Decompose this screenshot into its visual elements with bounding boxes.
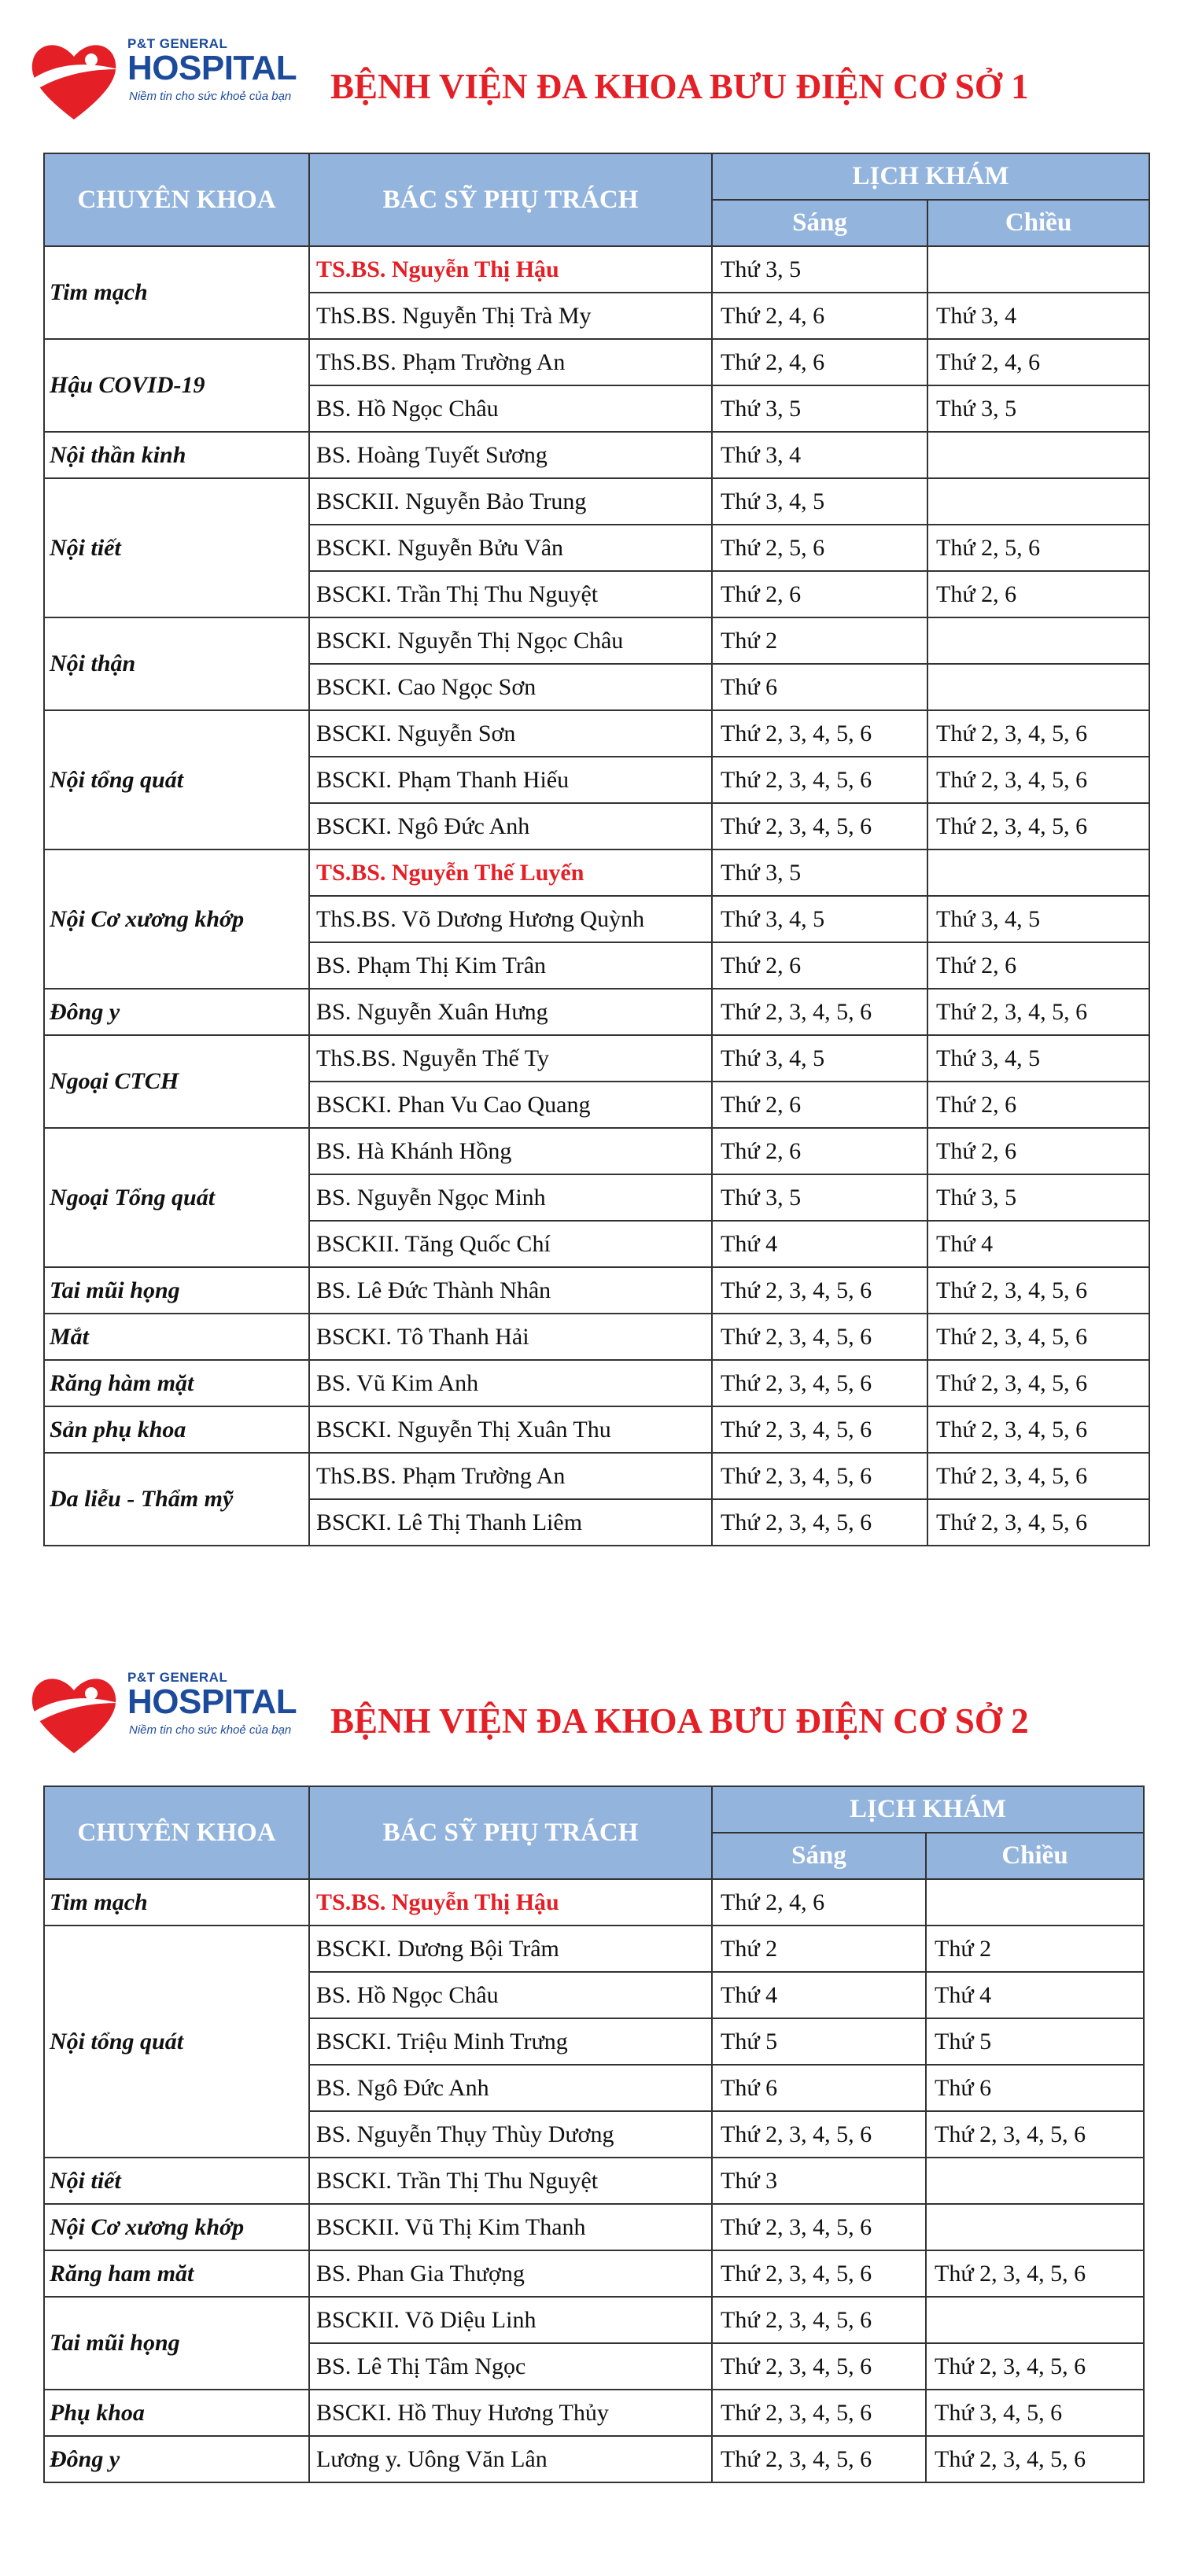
afternoon-cell: Thứ 2, 4, 6 (927, 339, 1149, 385)
afternoon-cell: Thứ 5 (926, 2018, 1144, 2065)
morning-cell: Thứ 3 (712, 2158, 926, 2204)
morning-cell: Thứ 3, 4, 5 (712, 1035, 927, 1082)
header-doctor: BÁC SỸ PHỤ TRÁCH (309, 153, 712, 246)
doctor-cell: BSCKI. Triệu Minh Trưng (309, 2018, 712, 2065)
logo-brand-big: HOSPITAL (127, 49, 297, 87)
logo-brand-small: P&T GENERAL (127, 1670, 228, 1685)
specialty-cell: Tim mạch (44, 246, 309, 339)
morning-cell: Thứ 3, 4, 5 (712, 896, 927, 942)
afternoon-cell: Thứ 2, 3, 4, 5, 6 (927, 710, 1149, 757)
schedule-table (43, 153, 1150, 1546)
table-row (44, 617, 1149, 664)
morning-cell: Thứ 2, 6 (712, 942, 927, 989)
doctor-cell: BSCKI. Cao Ngọc Sơn (309, 664, 712, 710)
header-schedule: LỊCH KHÁM (712, 153, 1149, 200)
doctor-cell: BSCKI. Trần Thị Thu Nguyệt (309, 2158, 712, 2204)
specialty-cell: Hậu COVID-19 (44, 339, 309, 432)
afternoon-cell: Thứ 2, 3, 4, 5, 6 (927, 803, 1149, 849)
afternoon-cell (927, 849, 1149, 896)
morning-cell: Thứ 2, 3, 4, 5, 6 (712, 2436, 926, 2482)
afternoon-cell: Thứ 3, 4, 5 (927, 896, 1149, 942)
morning-cell: Thứ 2 (712, 1926, 926, 1972)
morning-cell: Thứ 3, 4, 5 (712, 478, 927, 525)
specialty-cell: Mắt (44, 1314, 309, 1360)
morning-cell: Thứ 3, 5 (712, 246, 927, 293)
specialty-cell: Đông y (44, 989, 309, 1035)
doctor-cell: ThS.BS. Phạm Trường An (309, 1453, 712, 1499)
afternoon-cell: Thứ 3, 5 (927, 385, 1149, 432)
doctor-cell: BSCKII. Vũ Thị Kim Thanh (309, 2204, 712, 2250)
morning-cell: Thứ 2, 5, 6 (712, 525, 927, 571)
doctor-cell: BS. Nguyễn Xuân Hưng (309, 989, 712, 1035)
doctor-cell: BS. Nguyễn Ngọc Minh (309, 1174, 712, 1221)
table-row (44, 2158, 1144, 2204)
afternoon-cell: Thứ 2, 6 (927, 571, 1149, 617)
afternoon-cell: Thứ 2, 3, 4, 5, 6 (927, 1406, 1149, 1453)
header-specialty: CHUYÊN KHOA (44, 153, 309, 246)
branch-title: BỆNH VIỆN ĐA KHOA BƯU ĐIỆN CƠ SỞ 2 (330, 1701, 1029, 1741)
specialty-cell: Ngoại Tổng quát (44, 1128, 309, 1267)
table-row (44, 1926, 1144, 1972)
doctor-cell: TS.BS. Nguyễn Thế Luyến (309, 849, 712, 896)
specialty-cell: Nội thận (44, 617, 309, 710)
table-row (44, 1879, 1144, 1926)
doctor-cell: ThS.BS. Phạm Trường An (309, 339, 712, 385)
morning-cell: Thứ 2, 4, 6 (712, 293, 927, 339)
morning-cell: Thứ 3, 5 (712, 1174, 927, 1221)
table-row (44, 849, 1149, 896)
afternoon-cell: Thứ 2, 6 (927, 942, 1149, 989)
morning-cell: Thứ 2 (712, 617, 927, 664)
afternoon-cell: Thứ 3, 4, 5, 6 (926, 2390, 1144, 2436)
afternoon-cell: Thứ 2, 3, 4, 5, 6 (926, 2436, 1144, 2482)
morning-cell: Thứ 2, 4, 6 (712, 339, 927, 385)
specialty-cell: Răng hàm mặt (44, 1360, 309, 1406)
table-row (44, 2250, 1144, 2297)
doctor-cell: BS. Hồ Ngọc Châu (309, 385, 712, 432)
afternoon-cell: Thứ 6 (926, 2065, 1144, 2111)
table-row (44, 2204, 1144, 2250)
hospital-logo-icon (25, 31, 124, 126)
morning-cell: Thứ 2, 3, 4, 5, 6 (712, 1406, 927, 1453)
specialty-cell: Nội tổng quát (44, 710, 309, 849)
doctor-cell: BSCKII. Võ Diệu Linh (309, 2297, 712, 2343)
doctor-cell: BS. Phan Gia Thượng (309, 2250, 712, 2297)
afternoon-cell: Thứ 2, 3, 4, 5, 6 (927, 989, 1149, 1035)
morning-cell: Thứ 2, 6 (712, 571, 927, 617)
morning-cell: Thứ 2, 3, 4, 5, 6 (712, 2111, 926, 2158)
morning-cell: Thứ 2, 6 (712, 1082, 927, 1128)
doctor-cell: BSCKII. Nguyễn Bảo Trung (309, 478, 712, 525)
afternoon-cell (927, 432, 1149, 478)
table-row (44, 1035, 1149, 1082)
logo-tagline: Niềm tin cho sức khoẻ của bạn (129, 90, 292, 103)
table-row (44, 339, 1149, 385)
specialty-cell: Nội tiết (44, 478, 309, 617)
hospital-logo (25, 1665, 301, 1760)
morning-cell: Thứ 3, 5 (712, 849, 927, 896)
morning-cell: Thứ 4 (712, 1972, 926, 2018)
specialty-cell: Răng ham măt (44, 2250, 309, 2297)
header-specialty: CHUYÊN KHOA (44, 1786, 309, 1879)
doctor-cell: ThS.BS. Võ Dương Hương Quỳnh (309, 896, 712, 942)
doctor-cell: BSCKI. Dương Bội Trâm (309, 1926, 712, 1972)
table-row (44, 1267, 1149, 1314)
afternoon-cell: Thứ 2, 6 (927, 1128, 1149, 1174)
morning-cell: Thứ 2, 3, 4, 5, 6 (712, 2343, 926, 2390)
header-schedule: LỊCH KHÁM (712, 1786, 1144, 1833)
logo-brand-small: P&T GENERAL (127, 36, 228, 51)
morning-cell: Thứ 2, 3, 4, 5, 6 (712, 757, 927, 803)
specialty-cell: Nội Cơ xương khớp (44, 849, 309, 989)
table-row (44, 2297, 1144, 2343)
afternoon-cell (927, 246, 1149, 293)
afternoon-cell: Thứ 3, 5 (927, 1174, 1149, 1221)
afternoon-cell: Thứ 2, 3, 4, 5, 6 (926, 2343, 1144, 2390)
afternoon-cell: Thứ 3, 4 (927, 293, 1149, 339)
afternoon-cell: Thứ 2, 3, 4, 5, 6 (927, 1314, 1149, 1360)
afternoon-cell: Thứ 2, 6 (927, 1082, 1149, 1128)
afternoon-cell (926, 2158, 1144, 2204)
logo-brand-big: HOSPITAL (127, 1682, 297, 1721)
doctor-cell: BSCKI. Trần Thị Thu Nguyệt (309, 571, 712, 617)
doctor-cell: BSCKI. Lê Thị Thanh Liêm (309, 1499, 712, 1546)
doctor-cell: TS.BS. Nguyễn Thị Hậu (309, 246, 712, 293)
table-row (44, 478, 1149, 525)
header-afternoon: Chiều (926, 1833, 1144, 1879)
specialty-cell: Tai mũi họng (44, 2297, 309, 2390)
specialty-cell: Đông y (44, 2436, 309, 2482)
specialty-cell: Sản phụ khoa (44, 1406, 309, 1453)
table-row (44, 1360, 1149, 1406)
morning-cell: Thứ 2, 3, 4, 5, 6 (712, 1453, 927, 1499)
table-row (44, 1406, 1149, 1453)
specialty-cell: Phụ khoa (44, 2390, 309, 2436)
afternoon-cell (926, 1879, 1144, 1926)
schedule-table (43, 1786, 1145, 2483)
logo-tagline: Niềm tin cho sức khoẻ của bạn (129, 1723, 292, 1737)
header-morning: Sáng (712, 200, 927, 246)
table-row (44, 2390, 1144, 2436)
table-row (44, 1314, 1149, 1360)
specialty-cell: Nội Cơ xương khớp (44, 2204, 309, 2250)
afternoon-cell (927, 617, 1149, 664)
header-doctor: BÁC SỸ PHỤ TRÁCH (309, 1786, 712, 1879)
afternoon-cell: Thứ 2, 5, 6 (927, 525, 1149, 571)
morning-cell: Thứ 6 (712, 2065, 926, 2111)
specialty-cell: Nội tổng quát (44, 1926, 309, 2158)
morning-cell: Thứ 2, 3, 4, 5, 6 (712, 710, 927, 757)
doctor-cell: BS. Phạm Thị Kim Trân (309, 942, 712, 989)
morning-cell: Thứ 2, 3, 4, 5, 6 (712, 1360, 927, 1406)
afternoon-cell: Thứ 2, 3, 4, 5, 6 (927, 1453, 1149, 1499)
afternoon-cell: Thứ 4 (927, 1221, 1149, 1267)
morning-cell: Thứ 2, 3, 4, 5, 6 (712, 2390, 926, 2436)
specialty-cell: Tim mạch (44, 1879, 309, 1926)
afternoon-cell: Thứ 2, 3, 4, 5, 6 (927, 1360, 1149, 1406)
specialty-cell: Ngoại CTCH (44, 1035, 309, 1128)
morning-cell: Thứ 2, 6 (712, 1128, 927, 1174)
afternoon-cell: Thứ 2, 3, 4, 5, 6 (927, 1267, 1149, 1314)
doctor-cell: BSCKI. Hồ Thuy Hương Thủy (309, 2390, 712, 2436)
morning-cell: Thứ 2, 3, 4, 5, 6 (712, 2297, 926, 2343)
morning-cell: Thứ 3, 5 (712, 385, 927, 432)
afternoon-cell: Thứ 4 (926, 1972, 1144, 2018)
doctor-cell: Lương y. Uông Văn Lân (309, 2436, 712, 2482)
doctor-cell: TS.BS. Nguyễn Thị Hậu (309, 1879, 712, 1926)
specialty-cell: Nội thần kinh (44, 432, 309, 478)
morning-cell: Thứ 2, 3, 4, 5, 6 (712, 803, 927, 849)
afternoon-cell: Thứ 2, 3, 4, 5, 6 (926, 2111, 1144, 2158)
doctor-cell: BSCKI. Nguyễn Sơn (309, 710, 712, 757)
afternoon-cell (926, 2297, 1144, 2343)
specialty-cell: Da liễu - Thẩm mỹ (44, 1453, 309, 1546)
doctor-cell: BS. Lê Thị Tâm Ngọc (309, 2343, 712, 2390)
header-morning: Sáng (712, 1833, 926, 1879)
morning-cell: Thứ 2, 3, 4, 5, 6 (712, 989, 927, 1035)
doctor-cell: BS. Ngô Đức Anh (309, 2065, 712, 2111)
afternoon-cell: Thứ 2, 3, 4, 5, 6 (926, 2250, 1144, 2297)
table-row (44, 710, 1149, 757)
branch-title: BỆNH VIỆN ĐA KHOA BƯU ĐIỆN CƠ SỞ 1 (330, 67, 1029, 106)
doctor-cell: BS. Nguyễn Thụy Thùy Dương (309, 2111, 712, 2158)
afternoon-cell: Thứ 2, 3, 4, 5, 6 (927, 757, 1149, 803)
doctor-cell: BSCKI. Phạm Thanh Hiếu (309, 757, 712, 803)
doctor-cell: ThS.BS. Nguyễn Thị Trà My (309, 293, 712, 339)
hospital-logo (25, 31, 301, 126)
doctor-cell: BSCKII. Tăng Quốc Chí (309, 1221, 712, 1267)
table-body (44, 246, 1149, 1546)
doctor-cell: BS. Hà Khánh Hồng (309, 1128, 712, 1174)
specialty-cell: Nội tiết (44, 2158, 309, 2204)
afternoon-cell (927, 478, 1149, 525)
specialty-cell: Tai mũi họng (44, 1267, 309, 1314)
doctor-cell: BSCKI. Nguyễn Bửu Vân (309, 525, 712, 571)
table-row (44, 1128, 1149, 1174)
table-row (44, 989, 1149, 1035)
table-body (44, 1879, 1144, 2482)
morning-cell: Thứ 2, 3, 4, 5, 6 (712, 2204, 926, 2250)
morning-cell: Thứ 4 (712, 1221, 927, 1267)
doctor-cell: BS. Hồ Ngọc Châu (309, 1972, 712, 2018)
afternoon-cell: Thứ 2 (926, 1926, 1144, 1972)
doctor-cell: BS. Lê Đức Thành Nhân (309, 1267, 712, 1314)
hospital-logo-icon (25, 1665, 124, 1760)
morning-cell: Thứ 2, 4, 6 (712, 1879, 926, 1926)
table-row (44, 432, 1149, 478)
table-row (44, 2436, 1144, 2482)
doctor-cell: BS. Hoàng Tuyết Sương (309, 432, 712, 478)
doctor-cell: BS. Vũ Kim Anh (309, 1360, 712, 1406)
morning-cell: Thứ 6 (712, 664, 927, 710)
afternoon-cell: Thứ 3, 4, 5 (927, 1035, 1149, 1082)
afternoon-cell: Thứ 2, 3, 4, 5, 6 (927, 1499, 1149, 1546)
doctor-cell: BSCKI. Nguyễn Thị Xuân Thu (309, 1406, 712, 1453)
morning-cell: Thứ 3, 4 (712, 432, 927, 478)
doctor-cell: ThS.BS. Nguyễn Thế Ty (309, 1035, 712, 1082)
morning-cell: Thứ 2, 3, 4, 5, 6 (712, 2250, 926, 2297)
morning-cell: Thứ 2, 3, 4, 5, 6 (712, 1314, 927, 1360)
doctor-cell: BSCKI. Tô Thanh Hải (309, 1314, 712, 1360)
doctor-cell: BSCKI. Phan Vu Cao Quang (309, 1082, 712, 1128)
morning-cell: Thứ 5 (712, 2018, 926, 2065)
morning-cell: Thứ 2, 3, 4, 5, 6 (712, 1267, 927, 1314)
doctor-cell: BSCKI. Ngô Đức Anh (309, 803, 712, 849)
table-row (44, 1453, 1149, 1499)
afternoon-cell (927, 664, 1149, 710)
afternoon-cell (926, 2204, 1144, 2250)
morning-cell: Thứ 2, 3, 4, 5, 6 (712, 1499, 927, 1546)
doctor-cell: BSCKI. Nguyễn Thị Ngọc Châu (309, 617, 712, 664)
header-afternoon: Chiều (927, 200, 1149, 246)
table-row (44, 246, 1149, 293)
